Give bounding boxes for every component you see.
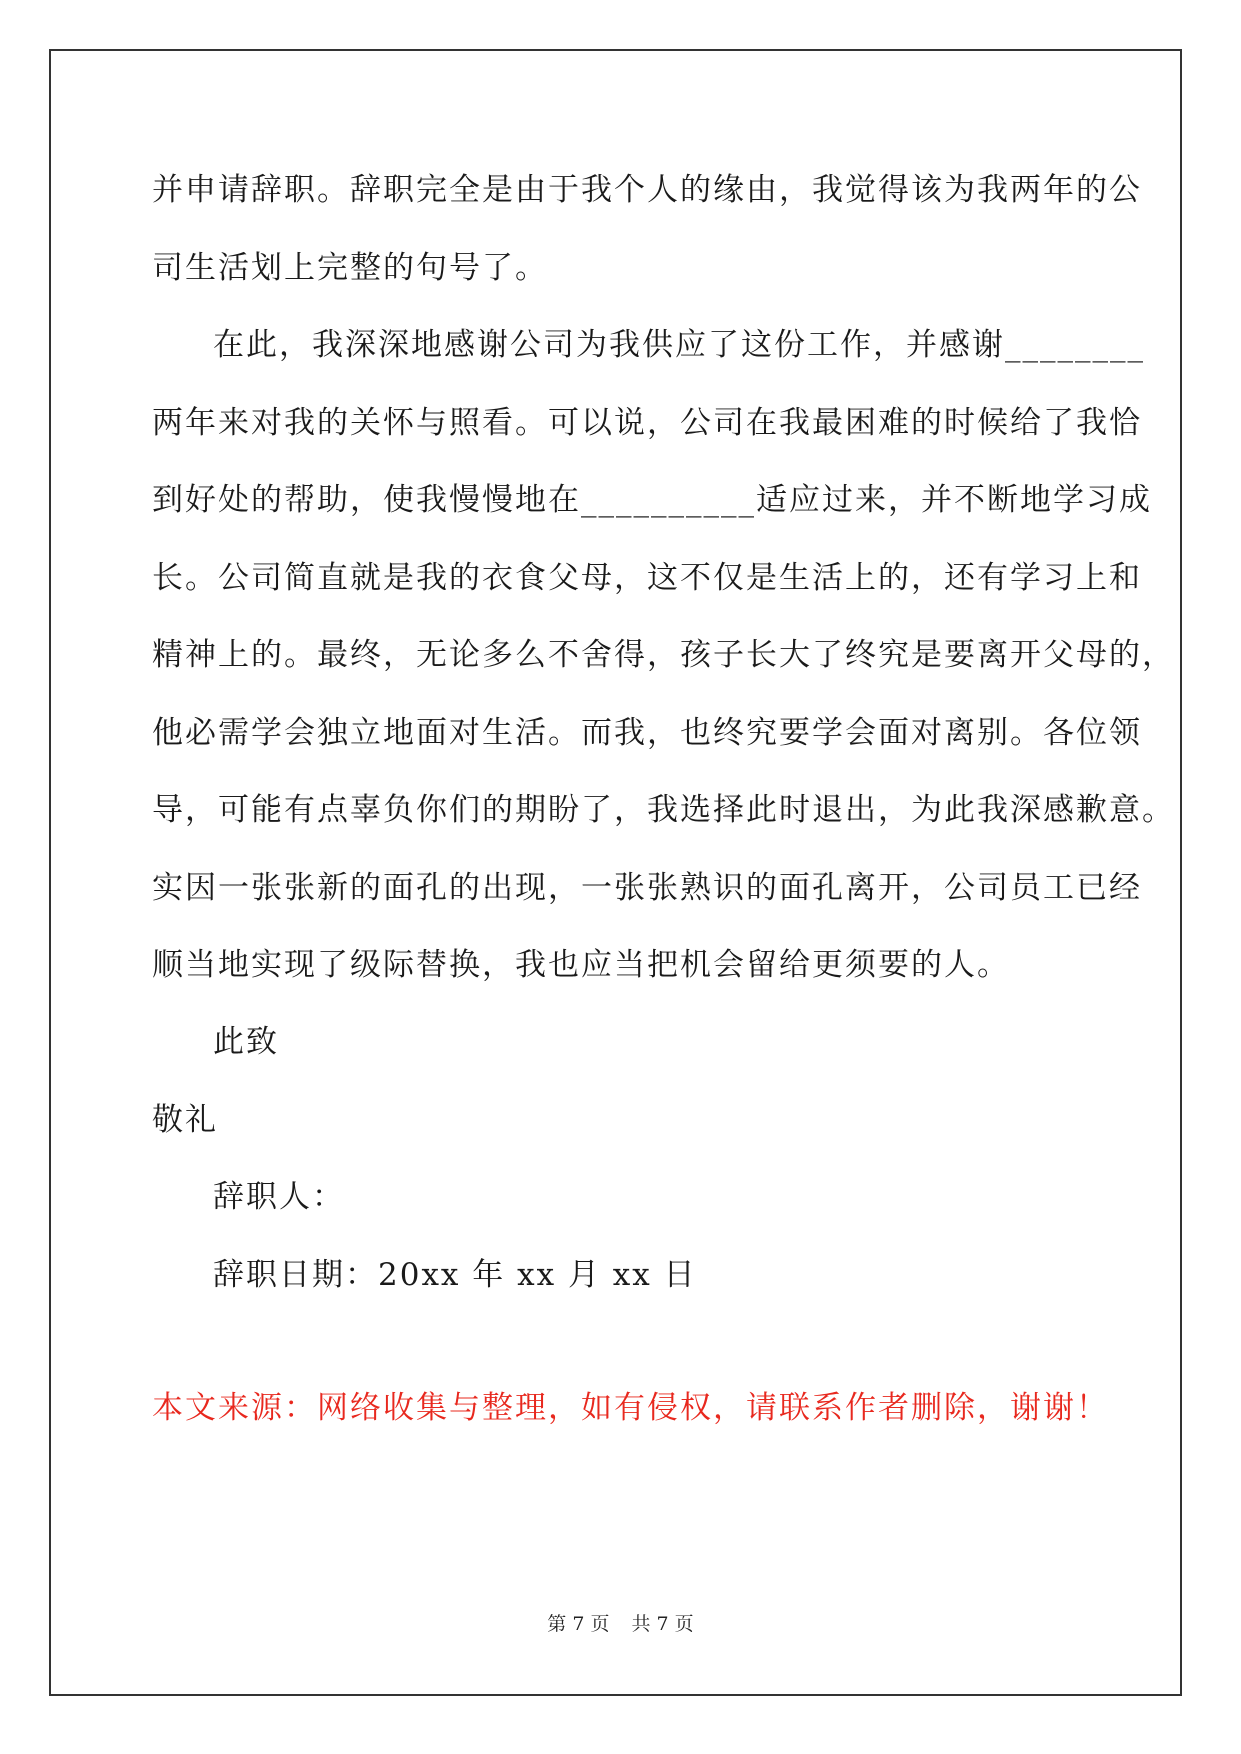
body-line-9: 导，可能有点辜负你们的期盼了，我选择此时退出，为此我深感歉意。 [152,792,1175,828]
source-note: 本文来源：网络收集与整理，如有侵权，请联系作者删除，谢谢！ [152,1390,1109,1426]
body-line-10: 实因一张张新的面孔的出现，一张张熟识的面孔离开，公司员工已经 [152,870,1142,906]
body-line-1: 并申请辞职。辞职完全是由于我个人的缘由，我觉得该为我两年的公 [152,172,1142,208]
resignation-date: 辞职日期：20xx 年 xx 月 xx 日 [213,1257,697,1293]
page-number-current: 第 7 页 [547,1613,610,1635]
closing-regards: 敬礼 [152,1102,218,1138]
body-line-3: 在此，我深深地感谢公司为我供应了这份工作，并感谢________ [213,327,1145,363]
body-line-7: 精神上的。最终，无论多么不舍得，孩子长大了终究是要离开父母的， [152,637,1175,673]
body-line-11: 顺当地实现了级际替换，我也应当把机会留给更须要的人。 [152,947,1010,983]
body-line-6: 长。公司简直就是我的衣食父母，这不仅是生活上的，还有学习上和 [152,560,1142,596]
body-line-8: 他必需学会独立地面对生活。而我，也终究要学会面对离别。各位领 [152,715,1142,751]
page-footer [0,1609,1241,1636]
closing-salutation: 此致 [213,1024,279,1060]
body-line-2: 司生活划上完整的句号了。 [152,250,548,286]
body-line-4: 两年来对我的关怀与照看。可以说，公司在我最困难的时候给了我恰 [152,405,1142,441]
page-number-total: 共 7 页 [631,1613,694,1635]
body-line-5: 到好处的帮助，使我慢慢地在__________适应过来，并不断地学习成 [152,482,1152,518]
signer-label: 辞职人： [213,1179,345,1215]
